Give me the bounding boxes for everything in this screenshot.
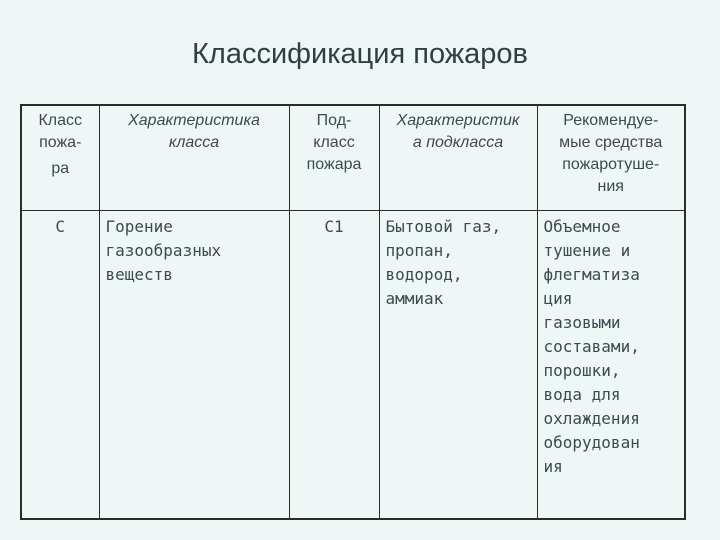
header-subclass-characteristic: Характеристик а подкласса: [379, 105, 537, 210]
fire-classification-table: [20, 104, 686, 520]
cell-fire-class: С: [21, 210, 99, 519]
header-fire-subclass: Под- класс пожара: [289, 105, 379, 210]
header-class-characteristic: Характеристика класса: [99, 105, 289, 210]
table-row: [21, 210, 685, 519]
cell-recommended-means: Объемное тушение и флегматиза ция газовыми составами, порошки, вода для охлаждения оборудован ия: [537, 210, 685, 519]
page-title: Классификация пожаров: [192, 38, 528, 70]
cell-fire-subclass: С1: [289, 210, 379, 519]
header-recommended-means: Рекомендуе- мые средства пожаротуше- ния: [537, 105, 685, 210]
header-fire-class: Класс пожа- ра: [21, 105, 99, 210]
table-header-row: [21, 105, 685, 210]
cell-subclass-characteristic: Бытовой газ, пропан, водород, аммиак: [379, 210, 537, 519]
cell-class-characteristic: Горение газообразных веществ: [99, 210, 289, 519]
